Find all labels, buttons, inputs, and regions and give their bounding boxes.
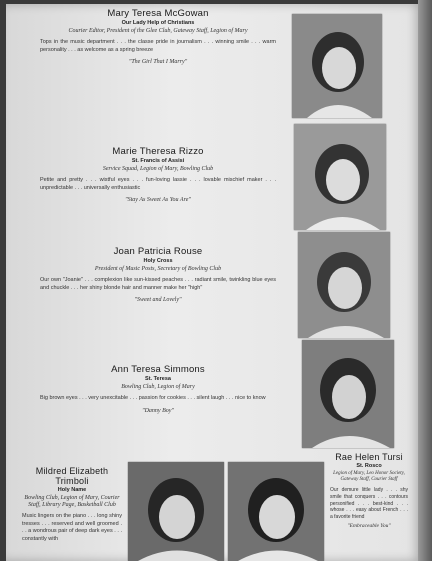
senior-name: Marie Theresa Rizzo	[112, 146, 204, 157]
senior-activities: Bowling Club, Legion of Mary, Courier Staff, Library Page, Basketball Club	[24, 495, 120, 509]
senior-entry	[40, 364, 276, 414]
senior-entry	[330, 452, 408, 529]
senior-portrait-photo	[128, 462, 224, 561]
senior-description: Music lingers on the piano . . . long shiny tresses . . . reserved and well groomed . . . a wondrous pair of deep dark eyes . . . constantly with	[22, 513, 122, 542]
senior-school: St. Teresa	[145, 376, 171, 382]
senior-quote: "The Girl That I Marry"	[128, 59, 188, 66]
senior-portrait-photo	[292, 14, 382, 118]
senior-activities: Service Squad, Legion of Mary, Bowling Club	[102, 166, 214, 172]
senior-entry	[40, 146, 276, 203]
senior-description: Petite and pretty . . . wistful eyes . . . fun-loving lassie . . . lovable mischief maker . . . unpredictable . . . universally enthusiastic	[40, 177, 276, 191]
senior-quote: "Embraceable You"	[347, 522, 391, 529]
senior-portrait-photo	[298, 232, 390, 338]
senior-activities: President of Music Posts, Secretary of Bowling Club	[94, 266, 222, 272]
senior-school: St. Francis of Assisi	[131, 158, 185, 164]
senior-description: Big brown eyes . . . very unexcitable . . . passion for cookies . . . silent laugh . . . nice to know	[40, 395, 266, 402]
senior-portrait-photo	[302, 340, 394, 448]
senior-activities: Bowling Club, Legion of Mary	[121, 384, 195, 390]
senior-description: Our demure little lady . . . shy smile that conquers . . . contours personified . . . best-kind . . . whose . . . easy about French . . . a favorite friend	[330, 487, 408, 520]
senior-school: Our Lady Help of Christians	[121, 20, 195, 26]
senior-description: Our own "Joanie" . . . complexion like sun-kissed peaches . . . radiant smile, twinkling blue eyes and chuckle . . . her shiny blonde hair and manner make her "high"	[40, 277, 276, 291]
senior-portrait-photo	[228, 462, 324, 561]
senior-activities: Courier Editor, President of the Glee Club, Gateway Staff, Legion of Mary	[68, 28, 248, 34]
senior-school: Holy Cross	[143, 258, 173, 264]
senior-name: Joan Patricia Rouse	[113, 246, 203, 257]
senior-portrait-photo	[294, 124, 386, 230]
senior-quote: "Stay As Sweet As You Are"	[125, 197, 191, 204]
senior-name: Ann Teresa Simmons	[111, 364, 205, 375]
senior-entry	[40, 8, 276, 65]
senior-activities: Legion of Mary, Leo Honor Society, Gateway Staff, Courier Staff	[333, 471, 405, 482]
senior-school: St. Rosco	[356, 463, 382, 469]
senior-name: Rae Helen Tursi	[335, 452, 403, 462]
senior-quote: "Danny Boy"	[142, 407, 174, 414]
senior-name: Mildred Elizabeth Trimboli	[35, 466, 109, 486]
senior-school: Holy Name	[57, 487, 87, 493]
senior-name: Mary Teresa McGowan	[107, 8, 209, 19]
book-gutter	[418, 0, 432, 561]
senior-description: Tops in the music department . . . the classe pride in journalism . . . winning smile . . . warm personality . . . as welcome as a spring breeze	[40, 39, 276, 53]
senior-entry	[22, 466, 122, 543]
senior-entry	[40, 246, 276, 303]
senior-quote: "Sweet and Lovely"	[134, 297, 182, 304]
